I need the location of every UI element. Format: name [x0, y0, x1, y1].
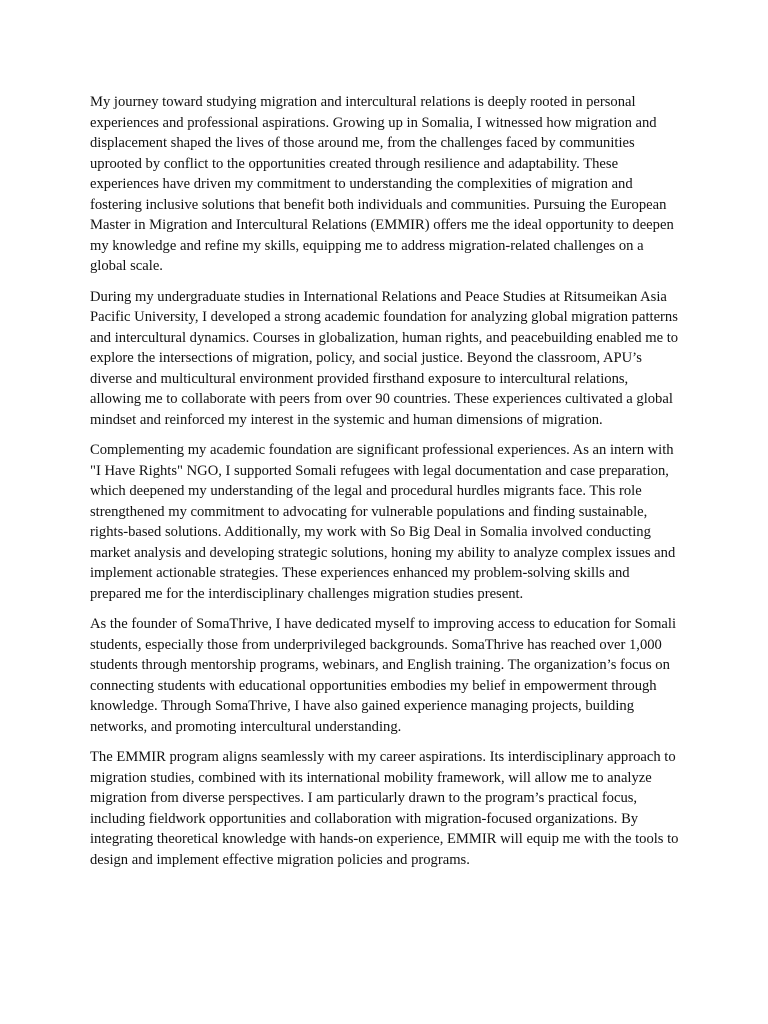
document-body: [90, 92, 682, 880]
paragraph-somathrive: As the founder of SomaThrive, I have dedicated myself to improving access to education for Somali students, especially those from underprivileged backgrounds. SomaThrive has reached over 1,000 students through mentorship programs, webinars, and English training. The organization’s focus on connecting students with educational opportunities embodies my belief in empowerment through knowledge. Through SomaThrive, I have also gained experience managing projects, building networks, and promoting intercultural understanding.: [90, 616, 677, 735]
paragraph-professional-experience: Complementing my academic foundation are significant professional experiences. As an intern with "I Have Rights" NGO, I supported Somali refugees with legal documentation and case preparation, which deepened my understanding of the legal and procedural hurdles migrants face. This role strengthened my commitment to advocating for vulnerable populations and finding sustainable, rights-based solutions. Additionally, my work with So Big Deal in Somalia involved conducting market analysis and developing strategic solutions, honing my ability to analyze complex issues and implement actionable strategies. These experiences enhanced my problem-solving skills and prepared me for the interdisciplinary challenges migration studies present.: [90, 442, 676, 602]
paragraph-emmir-program: The EMMIR program aligns seamlessly with my career aspirations. Its interdisciplinary approach to migration studies, combined with its international mobility framework, will allow me to analyze migration from diverse perspectives. I am particularly drawn to the program’s practical focus, including fieldwork opportunities and collaboration with migration-focused organizations. By integrating theoretical knowledge with hands-on experience, EMMIR will equip me with the tools to design and implement effective migration policies and programs.: [90, 749, 679, 868]
paragraph-introduction: My journey toward studying migration and intercultural relations is deeply rooted in personal experiences and professional aspirations. Growing up in Somalia, I witnessed how migration and displacement shaped the lives of those around me, from the challenges faced by communities uprooted by conflict to the opportunities created through resilience and adaptability. These experiences have driven my commitment to understanding the complexities of migration and fostering inclusive solutions that benefit both individuals and communities. Pursuing the European Master in Migration and Intercultural Relations (EMMIR) offers me the ideal opportunity to deepen my knowledge and refine my skills, equipping me to address migration-related challenges on a global scale.: [90, 94, 674, 274]
paragraph-academic-background: During my undergraduate studies in International Relations and Peace Studies at Ritsumeikan Asia Pacific University, I developed a strong academic foundation for analyzing global migration patterns and intercultural dynamics. Courses in globalization, human rights, and peacebuilding enabled me to explore the intersections of migration, policy, and social justice. Beyond the classroom, APU’s diverse and multicultural environment provided firsthand exposure to intercultural relations, allowing me to collaborate with peers from over 90 countries. These experiences cultivated a global mindset and reinforced my interest in the systemic and human dimensions of migration.: [90, 288, 679, 428]
